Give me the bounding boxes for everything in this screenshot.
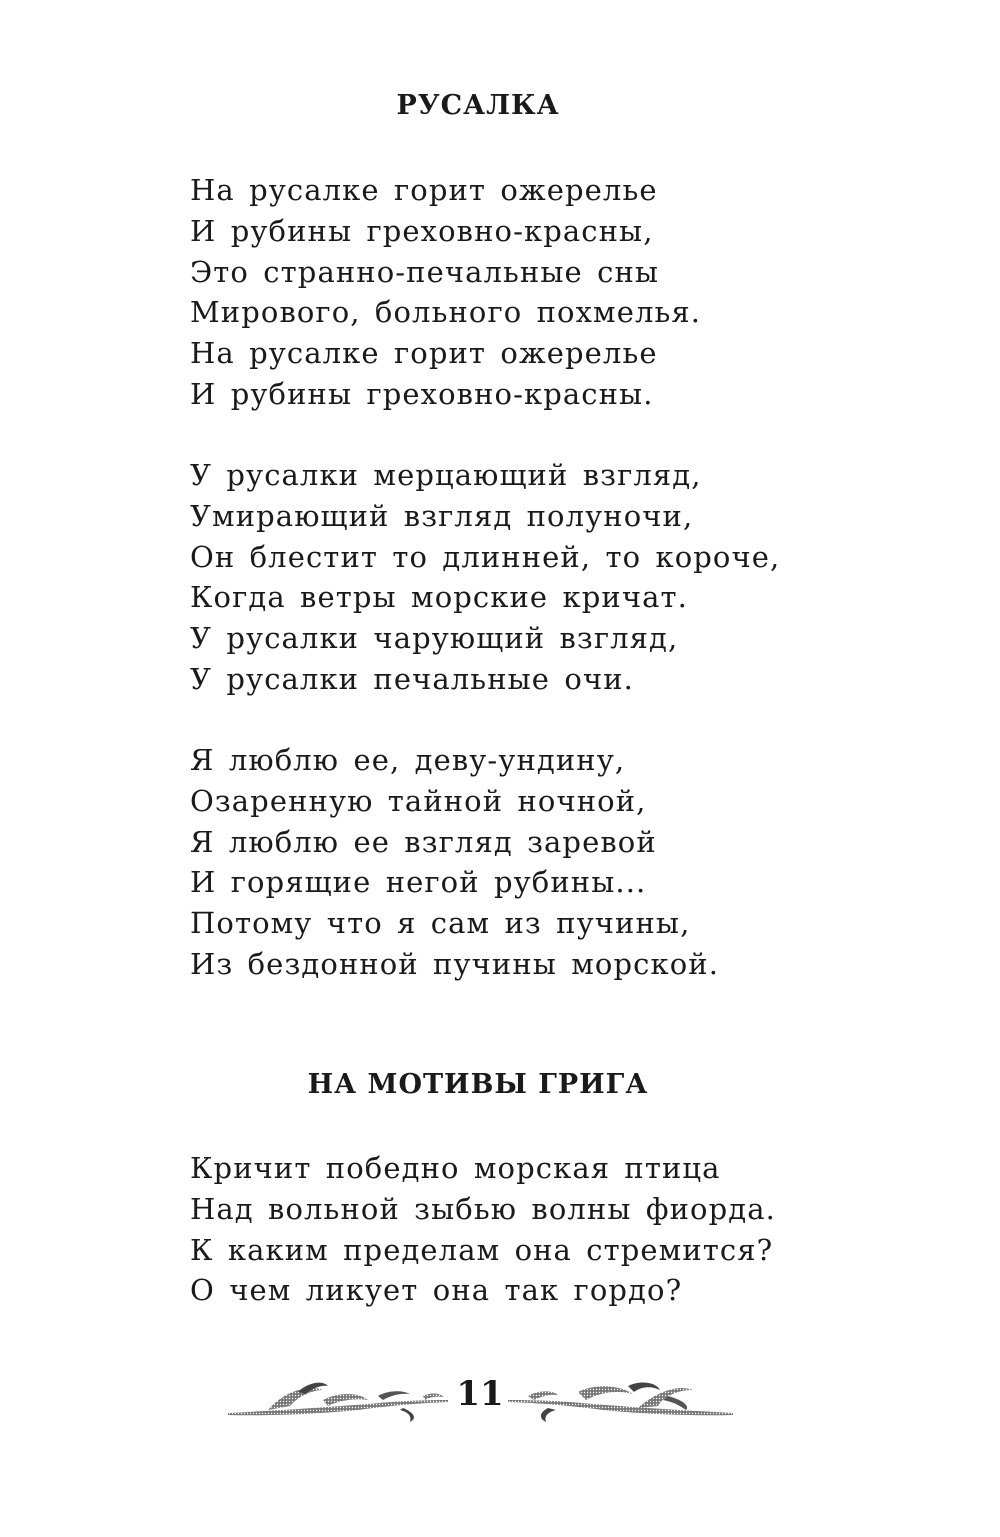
poem-line: На русалке горит ожерелье xyxy=(190,336,658,371)
poem-line: На русалке горит ожерелье xyxy=(190,173,658,207)
poem-line: О чем ликует она так гордо? xyxy=(190,1273,683,1308)
page-number: 11 xyxy=(456,1374,504,1414)
poem-line: Потому что я сам из пучины, xyxy=(190,906,691,941)
poem-line: И рубины греховно-красны. xyxy=(190,376,654,411)
poem-line: Мирового, больного похмелья. xyxy=(190,295,702,330)
poem-line: Я люблю ее, деву-ундину, xyxy=(190,743,626,777)
poem-stanza-1 xyxy=(190,170,701,415)
poem-stanza-grieg-1 xyxy=(190,1148,776,1311)
poem-line: Я люблю ее взгляд заревой xyxy=(190,824,657,859)
poem-line: Умирающий взгляд полуночи, xyxy=(190,498,694,533)
poem-line: У русалки чарующий взгляд, xyxy=(190,621,679,656)
poem-line: Кричит победно морская птица xyxy=(190,1151,721,1185)
poem-line: Он блестит то длинней, то короче, xyxy=(190,539,781,574)
poem-title-rusalka: РУСАЛКА xyxy=(396,90,560,121)
poem-line: Озаренную тайной ночной, xyxy=(190,783,647,818)
poem-line: Из бездонной пучины морской. xyxy=(190,946,720,981)
poem-title-grieg: НА МОТИВЫ ГРИГА xyxy=(307,1069,649,1100)
left-flourish-ornament-icon xyxy=(228,1370,448,1430)
poem-line: У русалки мерцающий взгляд, xyxy=(190,458,702,492)
poem-line: У русалки печальные очи. xyxy=(190,661,634,696)
right-flourish-ornament-icon xyxy=(508,1370,733,1430)
poem-line: Над вольной зыбью волны фиорда. xyxy=(190,1191,776,1226)
poem-line: К каким пределам она стремится? xyxy=(190,1232,774,1267)
poem-stanza-3 xyxy=(190,740,719,985)
page-footer xyxy=(0,1370,1000,1430)
poem-line: И горящие негой рубины... xyxy=(190,865,647,900)
poem-stanza-2 xyxy=(190,455,780,700)
poem-line: И рубины греховно-красны, xyxy=(190,213,654,248)
poem-line: Это странно-печальные сны xyxy=(190,254,660,289)
poem-line: Когда ветры морские кричат. xyxy=(190,580,688,615)
